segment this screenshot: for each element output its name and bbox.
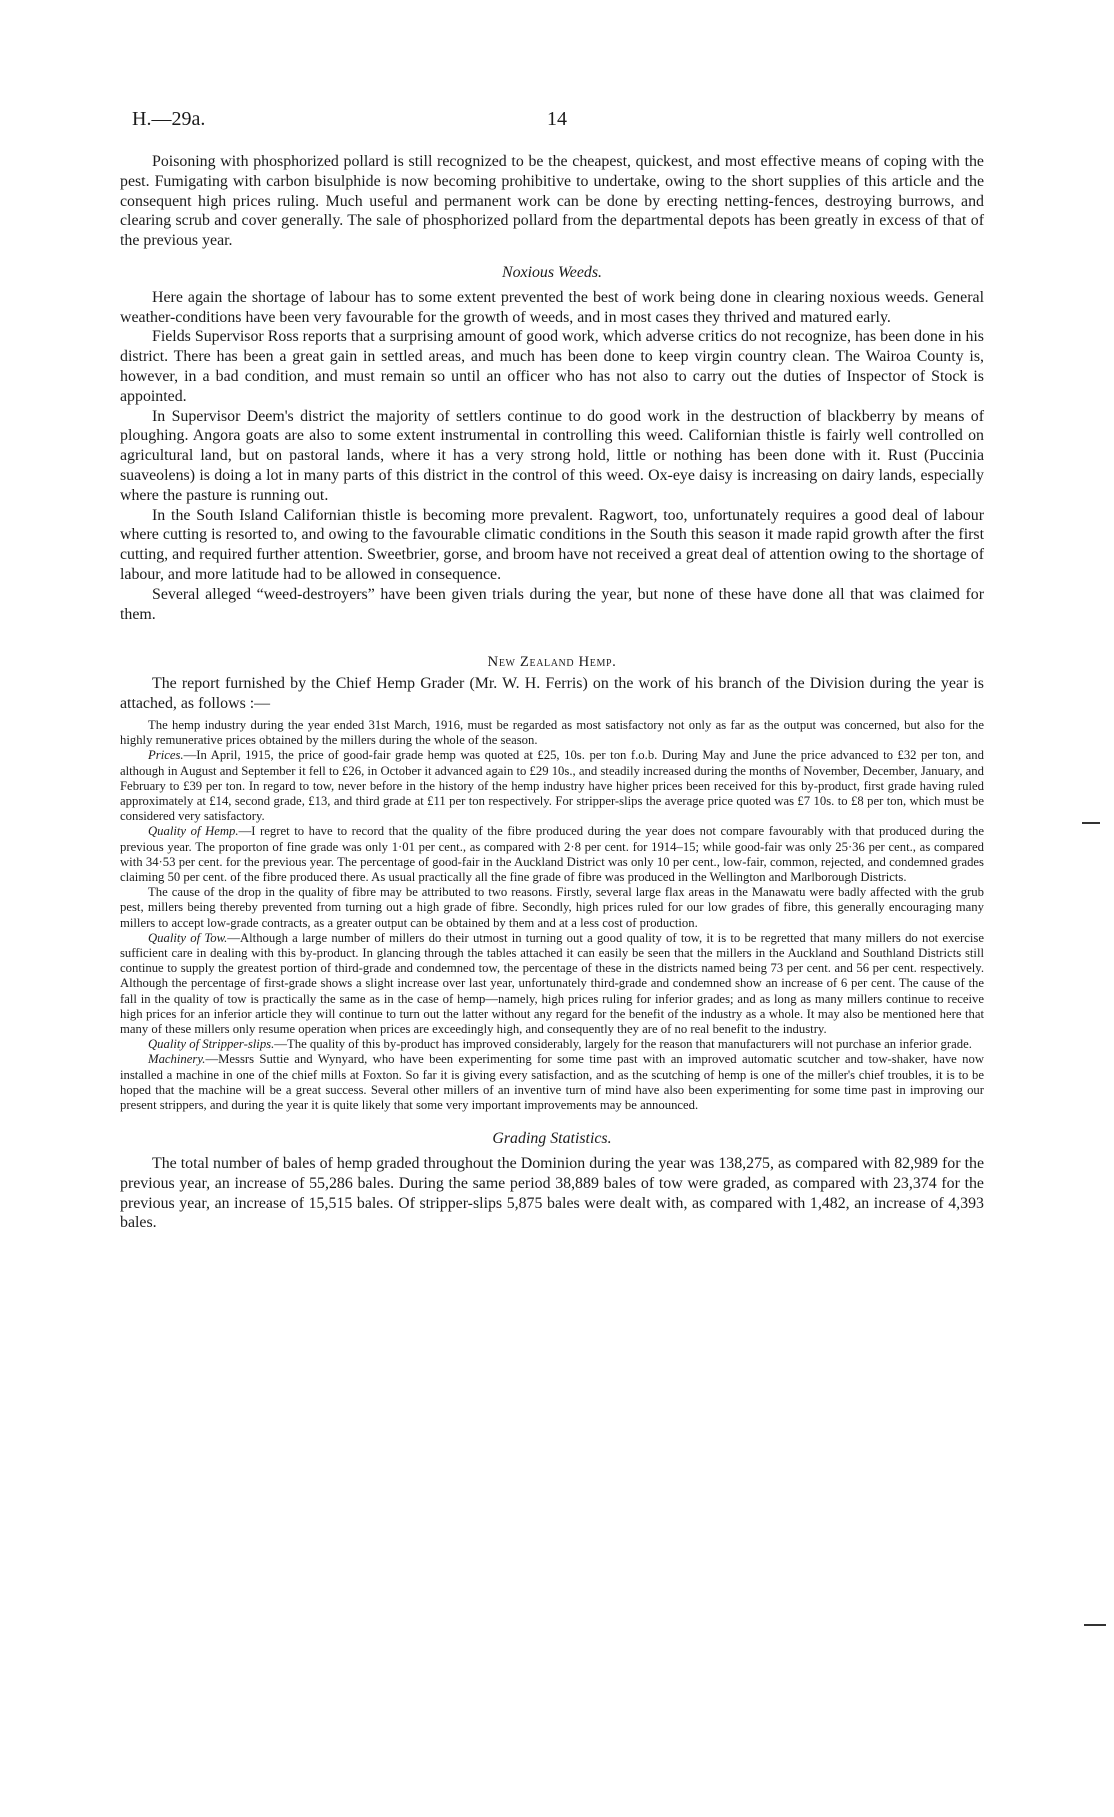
body-paragraph: Several alleged “weed-destroyers” have been given trials during the year, but none of these have done all that was claimed for them. [120,585,984,623]
paragraph-text: —The quality of this by-product has improved considerably, largely for the reason that manufacturers will not purchase an inferior grade. [274,1037,972,1052]
paragraph-lead: Quality of Hemp. [148,824,239,839]
page-body [120,152,984,1233]
noxious-weeds-section [120,288,984,625]
rabbit-section [120,152,984,251]
report-paragraph: The cause of the drop in the quality of fibre may be attributed to two reasons. Firstly, several large flax areas in the Manawatu were badly affected with the grub pest, millers being thereby prevented from turning out a high grade of fibre. Secondly, high prices ruled for our low grades of fibre, this generally encouraging many millers to accept low-grade contracts, as a greater output can be obtained by them and at a less cost of production. [120,885,984,930]
report-paragraph-prices [120,748,984,824]
report-paragraph-quality-hemp [120,824,984,885]
body-paragraph: Here again the shortage of labour has to some extent prevented the best of work being done in clearing noxious weeds. General weather-conditions have been very favourable for the growth of weeds, and in most cases they thrived and matured early. [120,288,984,326]
report-paragraph-quality-tow [120,931,984,1037]
body-paragraph: The total number of bales of hemp graded throughout the Dominion during the year was 138,275, as compared with 82,989 for the previous year, an increase of 55,286 bales. During the same period 38,889 bales of tow were graded, as compared with 23,374 for the previous year, an increase of 15,515 bales. Of stripper-slips 5,875 bales were dealt with, as compared with 1,482, an increase of 4,393 bales. [120,1155,984,1232]
paragraph-lead: Quality of Tow. [148,930,228,945]
body-paragraph: In the South Island Californian thistle is becoming more prevalent. Ragwort, too, unfortunately requires a good deal of labour where cutting is resorted to, and owing to the favourable climatic conditions in the South this season it made rapid growth after the first cutting, and required further attention. Sweetbrier, gorse, and broom have not received a great deal of attention owing to the shortage of labour, and more latitude had to be allowed in consequence. [120,506,984,583]
paragraph-text: —I regret to have to record that the quality of the fibre produced during the year does not compare favourably with that produced during the previous year. The proporton of fine grade was only 1·01 per cent., as compared with 2·8 per cent. for 1914–15; while good-fair was only 25·36 per cent., as compared with 34·53 per cent. for the previous year. The percentage of good-fair in the Auckland District was only 10 per cent., low-fair, common, rejected, and condemned grades claiming 50 per cent. of the fibre produced there. As usual practically all the fine grade of fibre was produced in the Wellington and Marlborough Districts. [120,824,984,884]
report-paragraph-machinery [120,1052,984,1113]
margin-mark [1084,1624,1106,1626]
section-heading-noxious-weeds: Noxious Weeds. [501,263,603,281]
section-heading-nz-hemp: New Zealand Hemp. [487,654,617,671]
report-paragraph-quality-slips [120,1037,984,1052]
body-paragraph: Poisoning with phosphorized pollard is still recognized to be the cheapest, quickest, and most effective means of coping with the pest. Fumigating with carbon bisulphide is now becoming prohibitive to undertake, owing to the short supplies of this article and the consequent high prices ruling. Much useful and permanent work can be done by erecting netting-fences, destroying burrows, and clearing scrub and cover generally. The sale of phosphorized pollard from the departmental depots has been greatly in excess of that of the previous year. [120,153,984,250]
body-paragraph: In Supervisor Deem's district the majority of settlers continue to do good work in the destruction of blackberry by means of ploughing. Angora goats are also to some extent instrumental in controlling this weed. Californian thistle is fairly well controlled on agricultural land, but on pastoral lands, where it has a very strong hold, little or nothing has been done with it. Rust (Puccinia suaveolens) is doing a lot in many parts of this district in the control of this weed. Ox-eye daisy is increasing on dairy lands, especially where the pasture is running out. [120,407,984,504]
paragraph-lead: Prices. [148,748,184,763]
paragraph-lead: Machinery. [148,1052,206,1067]
paragraph-lead: Quality of Stripper-slips. [148,1037,275,1052]
grading-statistics-section [120,1154,984,1233]
section-heading-grading-statistics: Grading Statistics. [492,1130,612,1148]
body-paragraph: The report furnished by the Chief Hemp Grader (Mr. W. H. Ferris) on the work of his branch of the Division during the year is attached, as follows :— [120,675,984,713]
document-reference: H.—29a. [132,108,206,130]
page-header [120,108,994,138]
hemp-intro [120,674,984,714]
paragraph-text: —Although a large number of millers do their utmost in turning out a good quality of tow, it is to be regretted that many millers do not exercise sufficient care in dealing with this by-product. In glancing through the tables attached it can easily be seen that the millers in the Auckland and Southland Districts still continue to supply the greatest portion of third-grade and condemned tow, the percentage of these in the districts named being 73 per cent. and 56 per cent. respectively. Although the percentage of first-grade shows a slight increase over last year, unfortunately third-grade and condemned show an increase of 6 per cent. The cause of the fall in the quality of tow is practically the same as in the case of hemp—namely, high prices ruling for inferior grades; and as long as many millers continue to receive high prices for an inferior article they will continue to turn out the latter without any regard for the benefit of the industry as a whole. It may also be mentioned here that many of these millers only resume operation when prices are exceedingly high, and consequently they are of no real benefit to the industry. [120,930,984,1036]
report-paragraph: The hemp industry during the year ended 31st March, 1916, must be regarded as most satisfactory not only as far as the output was concerned, but also for the highly remunerative prices obtained by the millers during the whole of the season. [120,717,984,748]
margin-mark [1082,822,1100,824]
page-number: 14 [547,108,567,130]
hemp-grader-report [120,718,984,1113]
paragraph-text: —Messrs Suttie and Wynyard, who have been experimenting for some time past with an improved automatic scutcher and tow-shaker, have now installed a machine in one of the chief mills at Foxton. So far it is giving every satisfaction, and as the scutching of hemp is one of the miller's chief troubles, it is to be hoped that the machine will be a great success. Several other millers of an inventive turn of mind have also been experimenting for some time past in improving our present strippers, and during the year it is quite likely that some very important improvements may be announced. [120,1052,984,1112]
paragraph-text: —In April, 1915, the price of good-fair grade hemp was quoted at £25, 10s. per ton f.o.b. During May and June the price advanced to £32 per ton, and although in August and September it fell to £26, in October it advanced again to £29 10s., and steadily increased during the months of November, December, January, and February to £39 per ton. In regard to tow, never before in the history of the hemp industry have higher prices been received for this by-product, first grade having ruled approximately at £14, second grade, £13, and third grade at £11 per ton respectively. For stripper-slips the average price quoted was £7 10s. to £8 per ton, which must be considered very satisfactory. [120,748,984,824]
body-paragraph: Fields Supervisor Ross reports that a surprising amount of good work, which adverse critics do not recognize, has been done in his district. There has been a great gain in settled areas, and much has been done to keep virgin country clean. The Wairoa County is, however, in a bad condition, and must remain so until an officer who has not also to carry out the duties of Inspector of Stock is appointed. [120,328,984,405]
